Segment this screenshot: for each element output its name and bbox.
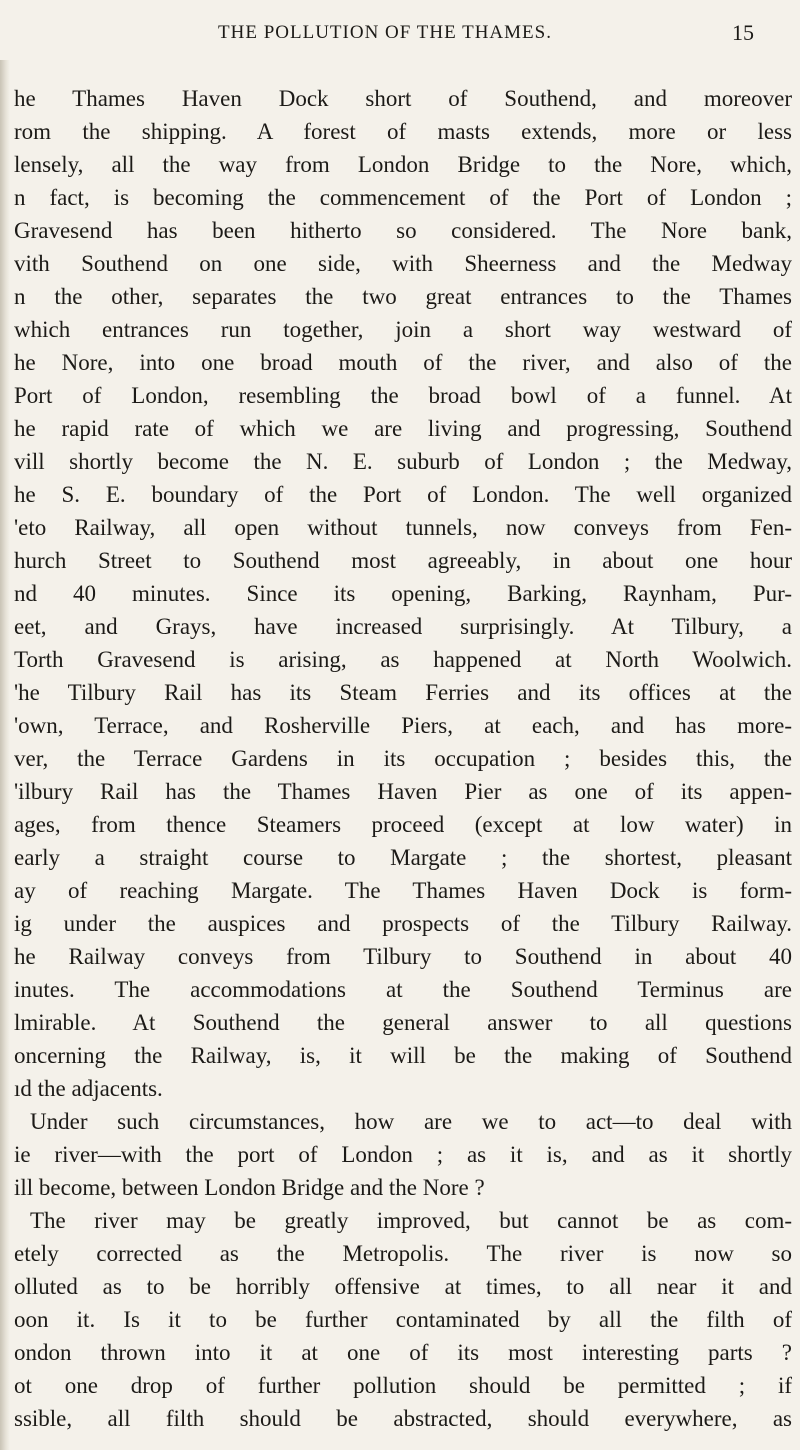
- text-line: ıd the adjacents.: [14, 1076, 163, 1101]
- text-line: he Railway conveys from Tilbury to Southend in about 40: [14, 944, 792, 969]
- text-line: nd 40 minutes. Since its opening, Barking, Raynham, Pur-: [14, 581, 792, 606]
- text-line: ay of reaching Margate. The Thames Haven Dock is form-: [14, 878, 792, 903]
- text-line: 'ilbury Rail has the Thames Haven Pier as one of its appen-: [14, 779, 792, 804]
- text-line: olluted as to be horribly offensive at times, to all near it and: [14, 1274, 792, 1299]
- text-line: 'he Tilbury Rail has its Steam Ferries and its offices at the: [14, 680, 792, 705]
- text-line: The river may be greatly improved, but cannot be as com-: [30, 1208, 792, 1233]
- text-line: hurch Street to Southend most agreeably, in about one hour: [14, 548, 792, 573]
- text-line: Under such circumstances, how are we to act—to deal with: [30, 1109, 792, 1134]
- text-line: which entrances run together, join a short way westward of: [14, 317, 792, 342]
- text-line: Torth Gravesend is arising, as happened at North Woolwich.: [14, 647, 792, 672]
- text-line: rom the shipping. A forest of masts extends, more or less: [14, 119, 792, 144]
- text-line: lmirable. At Southend the general answer to all questions: [14, 1010, 792, 1035]
- text-line: ver, the Terrace Gardens in its occupation ; besides this, the: [14, 746, 792, 771]
- text-line: 'eto Railway, all open without tunnels, now conveys from Fen-: [14, 515, 792, 540]
- text-line: vill shortly become the N. E. suburb of London ; the Medway,: [14, 449, 792, 474]
- text-line: he rapid rate of which we are living and progressing, Southend: [14, 416, 792, 441]
- text-line: Port of London, resembling the broad bowl of a funnel. At: [14, 383, 792, 408]
- text-line: ill become, between London Bridge and the Nore ?: [14, 1175, 485, 1200]
- text-line: ig under the auspices and prospects of the Tilbury Railway.: [14, 911, 792, 936]
- text-line: inutes. The accommodations at the Southend Terminus are: [14, 977, 792, 1002]
- text-line: 'own, Terrace, and Rosherville Piers, at each, and has more-: [14, 713, 792, 738]
- page-gutter-shadow: [0, 60, 10, 1450]
- text-line: ie river—with the port of London ; as it is, and as it shortly: [14, 1142, 792, 1167]
- text-line: he Thames Haven Dock short of Southend, and moreover: [14, 86, 792, 111]
- text-line: ages, from thence Steamers proceed (except at low water) in: [14, 812, 792, 837]
- text-line: eet, and Grays, have increased surprisingly. At Tilbury, a: [14, 614, 792, 639]
- text-line: Gravesend has been hitherto so considered. The Nore bank,: [14, 218, 792, 243]
- text-line: etely corrected as the Metropolis. The river is now so: [14, 1241, 792, 1266]
- running-title: THE POLLUTION OF THE THAMES.: [218, 22, 552, 43]
- text-line: he Nore, into one broad mouth of the river, and also of the: [14, 350, 792, 375]
- page-number: 15: [732, 20, 754, 45]
- text-line: early a straight course to Margate ; the shortest, pleasant: [14, 845, 792, 870]
- text-line: n fact, is becoming the commencement of the Port of London ;: [14, 185, 792, 210]
- text-line: ssible, all filth should be abstracted, should everywhere, as: [14, 1406, 792, 1431]
- text-line: vith Southend on one side, with Sheerness and the Medway: [14, 251, 792, 276]
- text-line: lensely, all the way from London Bridge to the Nore, which,: [14, 152, 792, 177]
- text-line: oon it. Is it to be further contaminated by all the filth of: [14, 1307, 792, 1332]
- text-line: ot one drop of further pollution should be permitted ; if: [14, 1373, 792, 1398]
- text-line: oncerning the Railway, is, it will be the making of Southend: [14, 1043, 792, 1068]
- text-line: he S. E. boundary of the Port of London. The well organized: [14, 482, 792, 507]
- text-line: ondon thrown into it at one of its most interesting parts ?: [14, 1340, 792, 1365]
- text-line: n the other, separates the two great entrances to the Thames: [14, 284, 792, 309]
